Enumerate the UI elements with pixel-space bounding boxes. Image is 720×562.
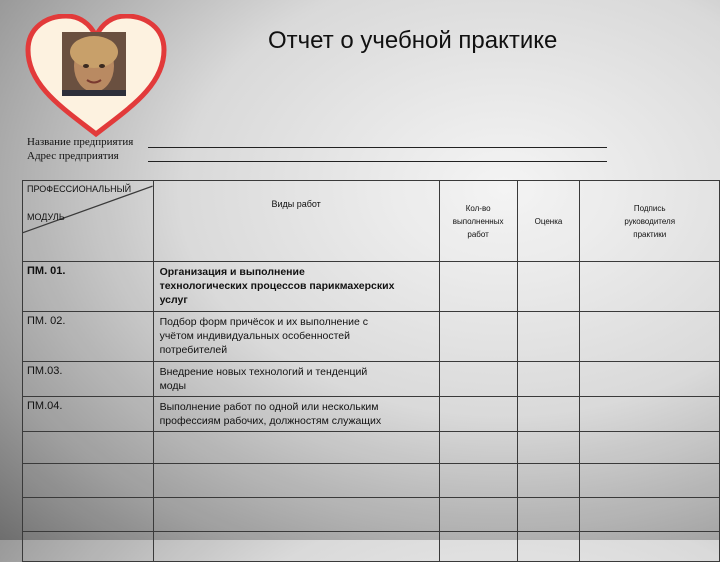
header-grade (517, 181, 580, 262)
count-cell[interactable] (439, 397, 517, 432)
table-row (23, 312, 720, 362)
header-count-line-3: работ (467, 229, 489, 239)
table-row (23, 397, 720, 432)
portrait-photo (62, 32, 126, 96)
module-code-empty[interactable] (23, 432, 154, 464)
table-row (23, 262, 720, 312)
organization-address-label: Адрес предприятия (27, 150, 119, 162)
module-code: ПМ.04. (23, 397, 154, 432)
grade-cell[interactable] (517, 397, 580, 432)
module-code: ПМ. 02. (23, 312, 154, 362)
practice-report-table (22, 180, 720, 562)
table-row-empty (23, 432, 720, 464)
header-signature-line-3: практики (633, 229, 667, 239)
count-cell[interactable] (439, 464, 517, 498)
work-description-empty[interactable] (153, 532, 439, 562)
organization-name-label: Название предприятия (27, 136, 134, 148)
work-line: потребителей (159, 344, 228, 356)
work-description-empty[interactable] (153, 432, 439, 464)
grade-cell[interactable] (517, 532, 580, 562)
module-code: ПМ. 01. (23, 262, 154, 312)
count-cell[interactable] (439, 498, 517, 532)
work-line: технологических процессов парикмахерских (159, 280, 395, 292)
organization-address-field[interactable] (148, 149, 607, 162)
work-line: Внедрение новых технологий и тенденций (159, 366, 368, 378)
work-line: моды (159, 380, 187, 392)
module-code-empty[interactable] (23, 532, 154, 562)
grade-cell[interactable] (517, 262, 580, 312)
table-row-empty (23, 532, 720, 562)
work-line: Выполнение работ по одной или нескольким (159, 401, 379, 413)
work-description (153, 362, 439, 397)
grade-cell[interactable] (517, 362, 580, 397)
grade-cell[interactable] (517, 312, 580, 362)
header-module-top: ПРОФЕССИОНАЛЬНЫЙ (27, 184, 132, 194)
header-works: Виды работ (153, 181, 439, 262)
count-cell[interactable] (439, 532, 517, 562)
signature-cell[interactable] (580, 397, 720, 432)
organization-address-line (27, 148, 607, 162)
work-line: Подбор форм причёсок и их выполнение с (159, 316, 369, 328)
table-row-empty (23, 498, 720, 532)
signature-cell[interactable] (580, 312, 720, 362)
work-description-empty[interactable] (153, 498, 439, 532)
work-description (153, 397, 439, 432)
count-cell[interactable] (439, 362, 517, 397)
count-cell[interactable] (439, 262, 517, 312)
work-description (153, 262, 439, 312)
grade-cell[interactable] (517, 498, 580, 532)
signature-cell[interactable] (580, 432, 720, 464)
signature-cell[interactable] (580, 498, 720, 532)
work-line: профессиям рабочих, должностям служащих (159, 415, 382, 427)
table-row-empty (23, 464, 720, 498)
organization-info (27, 134, 607, 162)
work-description-empty[interactable] (153, 464, 439, 498)
signature-cell[interactable] (580, 532, 720, 562)
work-description (153, 312, 439, 362)
work-line: учётом индивидуальных особенностей (159, 330, 350, 342)
header-count (439, 181, 517, 262)
header-module (23, 181, 154, 262)
header-count-line-1: Кол-во (465, 203, 491, 213)
heart-frame (24, 14, 168, 138)
header-module-bottom: МОДУЛЬ (27, 212, 65, 222)
work-line: Организация и выполнение (159, 266, 305, 278)
header-signature-line-2: руководителя (624, 216, 676, 226)
count-cell[interactable] (439, 432, 517, 464)
count-cell[interactable] (439, 312, 517, 362)
module-code: ПМ.03. (23, 362, 154, 397)
grade-cell[interactable] (517, 432, 580, 464)
signature-cell[interactable] (580, 262, 720, 312)
organization-name-line (27, 134, 607, 148)
signature-cell[interactable] (580, 362, 720, 397)
grade-cell[interactable] (517, 464, 580, 498)
table-row (23, 362, 720, 397)
work-line: услуг (159, 294, 188, 306)
header-count-line-2: выполненных (452, 216, 504, 226)
organization-name-field[interactable] (148, 135, 607, 148)
header-signature (580, 181, 720, 262)
header-grade-text: Оценка (534, 216, 563, 226)
module-code-empty[interactable] (23, 464, 154, 498)
table-header-row (23, 181, 720, 262)
page-title: Отчет о учебной практике (268, 27, 558, 54)
module-code-empty[interactable] (23, 498, 154, 532)
signature-cell[interactable] (580, 464, 720, 498)
header-signature-line-1: Подпись (633, 203, 666, 213)
